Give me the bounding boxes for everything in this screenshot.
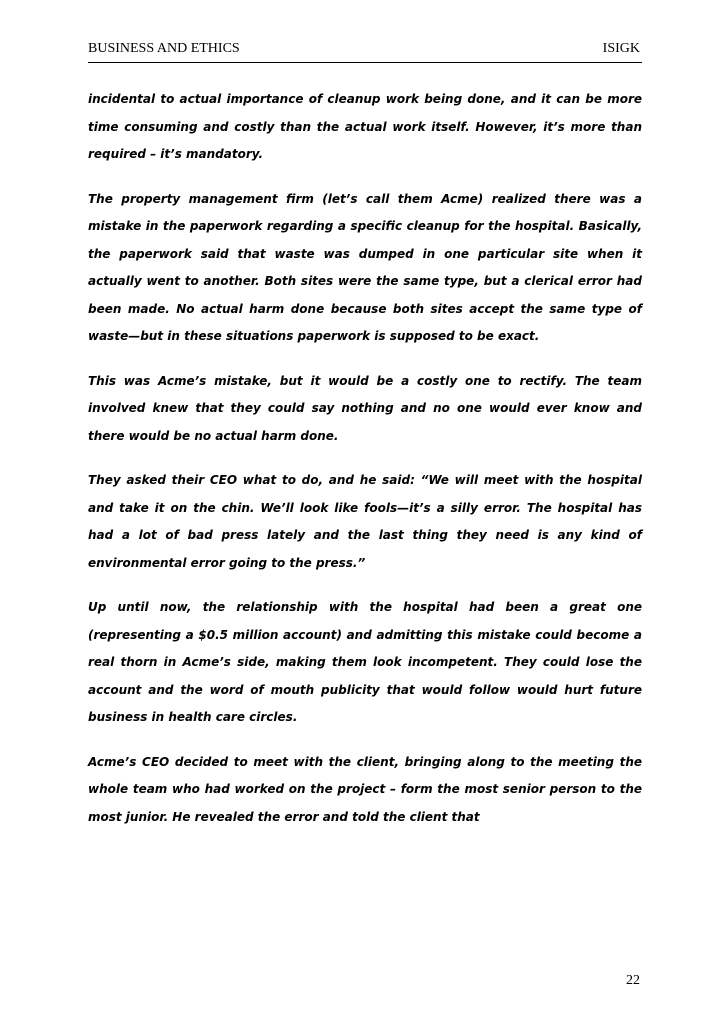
paragraph: incidental to actual importance of cleanup work being done, and it can be more time consuming and costly than the actual work itself. However, it’s more than required – it’s mandatory. bbox=[88, 92, 642, 161]
paragraph: Up until now, the relationship with the hospital had been a great one (representing a $0.5 million account) and admitting this mistake could become a real thorn in Acme’s side, making them look incompetent. They could lose the account and the word of mouth publicity that would follow would hurt future business in health care circles. bbox=[88, 600, 642, 724]
paragraph: The property management firm (let’s call them Acme) realized there was a mistake in the paperwork regarding a specific cleanup for the hospital. Basically, the paperwork said that waste was dumped in one particular site when it actually went to another. Both sites were the same type, but a clerical error had been made. No actual harm done because both sites accept the same type of waste—but in these situations paperwork is supposed to be exact. bbox=[88, 191, 642, 343]
header-title: BUSINESS AND ETHICS bbox=[88, 41, 240, 56]
paragraph: Acme’s CEO decided to meet with the client, bringing along to the meeting the whole team who had worked on the project – form the most senior person to the most junior. He revealed the error and told the client that bbox=[88, 754, 642, 824]
paragraph: They asked their CEO what to do, and he said: “We will meet with the hospital and take it on the chin. We’ll look like fools—it’s a silly error. The hospital has had a lot of bad press lately and the last thing they need is any kind of environmental error going to the press.” bbox=[88, 473, 642, 570]
page-number: 22 bbox=[626, 973, 640, 988]
header-author: ISIGK bbox=[602, 41, 640, 56]
paragraph: This was Acme’s mistake, but it would be a costly one to rectify. The team involved knew that they could say nothing and no one would ever know and there would be no actual harm done. bbox=[88, 373, 642, 443]
page-header bbox=[88, 38, 642, 63]
page-body bbox=[88, 86, 642, 848]
